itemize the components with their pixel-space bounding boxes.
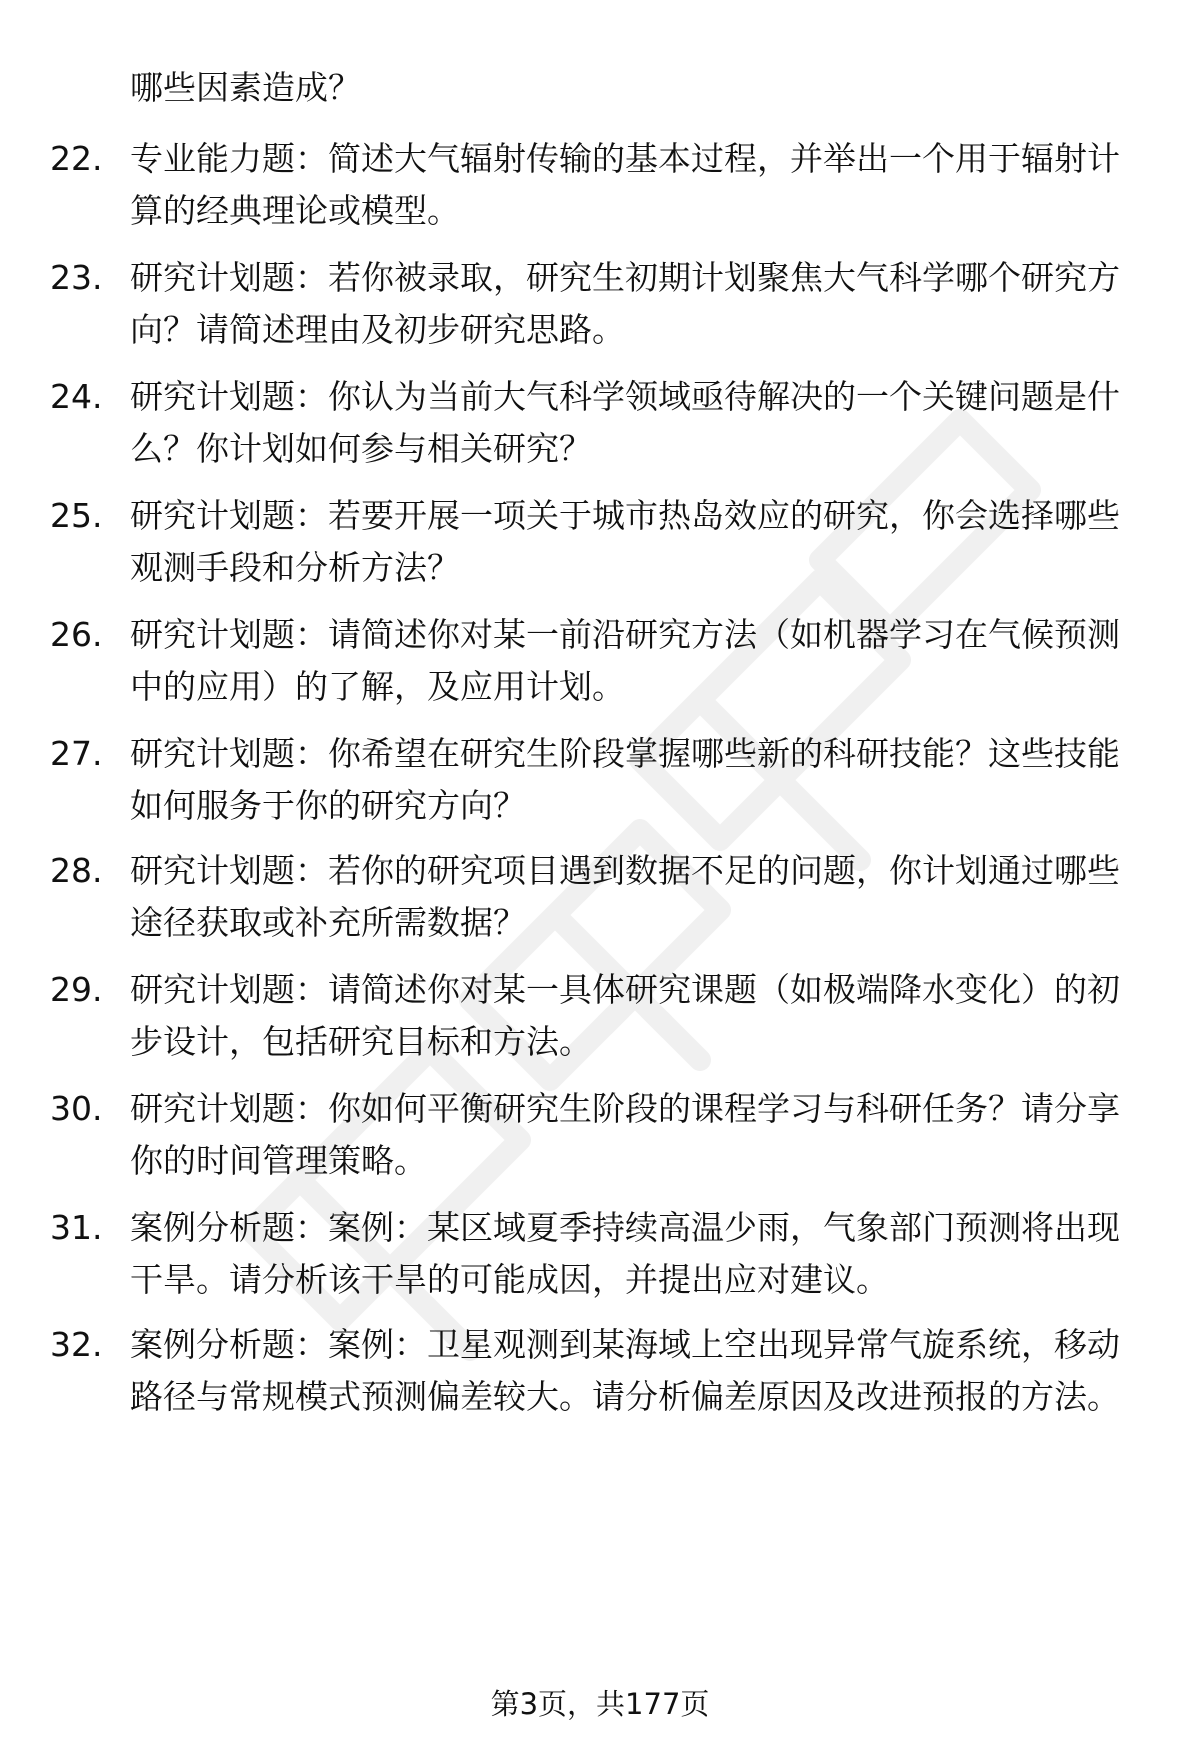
question-text: 案例分析题：案例：卫星观测到某海域上空出现异常气旋系统，移动路径与常规模式预测偏差较大。请分析偏差原因及改进预报的方法。 [130,1325,1120,1416]
question-number: 29. [50,970,103,1009]
question-number: 25. [50,496,103,535]
question-number: 26. [50,615,103,654]
question-text: 研究计划题：请简述你对某一前沿研究方法（如机器学习在气候预测中的应用）的了解，及应用计划。 [130,615,1120,706]
question-number: 28. [50,851,103,890]
question-text: 研究计划题：你认为当前大气科学领域亟待解决的一个关键问题是什么？你计划如何参与相关研究？ [130,377,1120,468]
question-text: 研究计划题：你希望在研究生阶段掌握哪些新的科研技能？这些技能如何服务于你的研究方向？ [130,734,1120,825]
question-number: 32. [50,1325,103,1364]
previous-question-continuation: 哪些因素造成？ [130,68,361,107]
question-number: 31. [50,1208,103,1247]
question-number: 30. [50,1089,103,1128]
question-text: 研究计划题：若你被录取，研究生初期计划聚焦大气科学哪个研究方向？请简述理由及初步研究思路。 [130,258,1120,349]
question-text: 研究计划题：你如何平衡研究生阶段的课程学习与科研任务？请分享你的时间管理策略。 [130,1089,1120,1180]
question-text: 研究计划题：请简述你对某一具体研究课题（如极端降水变化）的初步设计，包括研究目标和方法。 [130,970,1120,1061]
question-number: 27. [50,734,103,773]
question-number: 22. [50,139,103,178]
question-text: 案例分析题：案例：某区域夏季持续高温少雨，气象部门预测将出现干旱。请分析该干旱的可能成因，并提出应对建议。 [130,1208,1120,1299]
question-text: 专业能力题：简述大气辐射传输的基本过程，并举出一个用于辐射计算的经典理论或模型。 [130,139,1120,230]
question-number: 24. [50,377,103,416]
page-footer: 第3页，共177页 [490,1687,710,1721]
question-text: 研究计划题：若你的研究项目遇到数据不足的问题，你计划通过哪些途径获取或补充所需数据？ [130,851,1120,942]
question-number: 23. [50,258,103,297]
question-text: 研究计划题：若要开展一项关于城市热岛效应的研究，你会选择哪些观测手段和分析方法？ [130,496,1120,587]
